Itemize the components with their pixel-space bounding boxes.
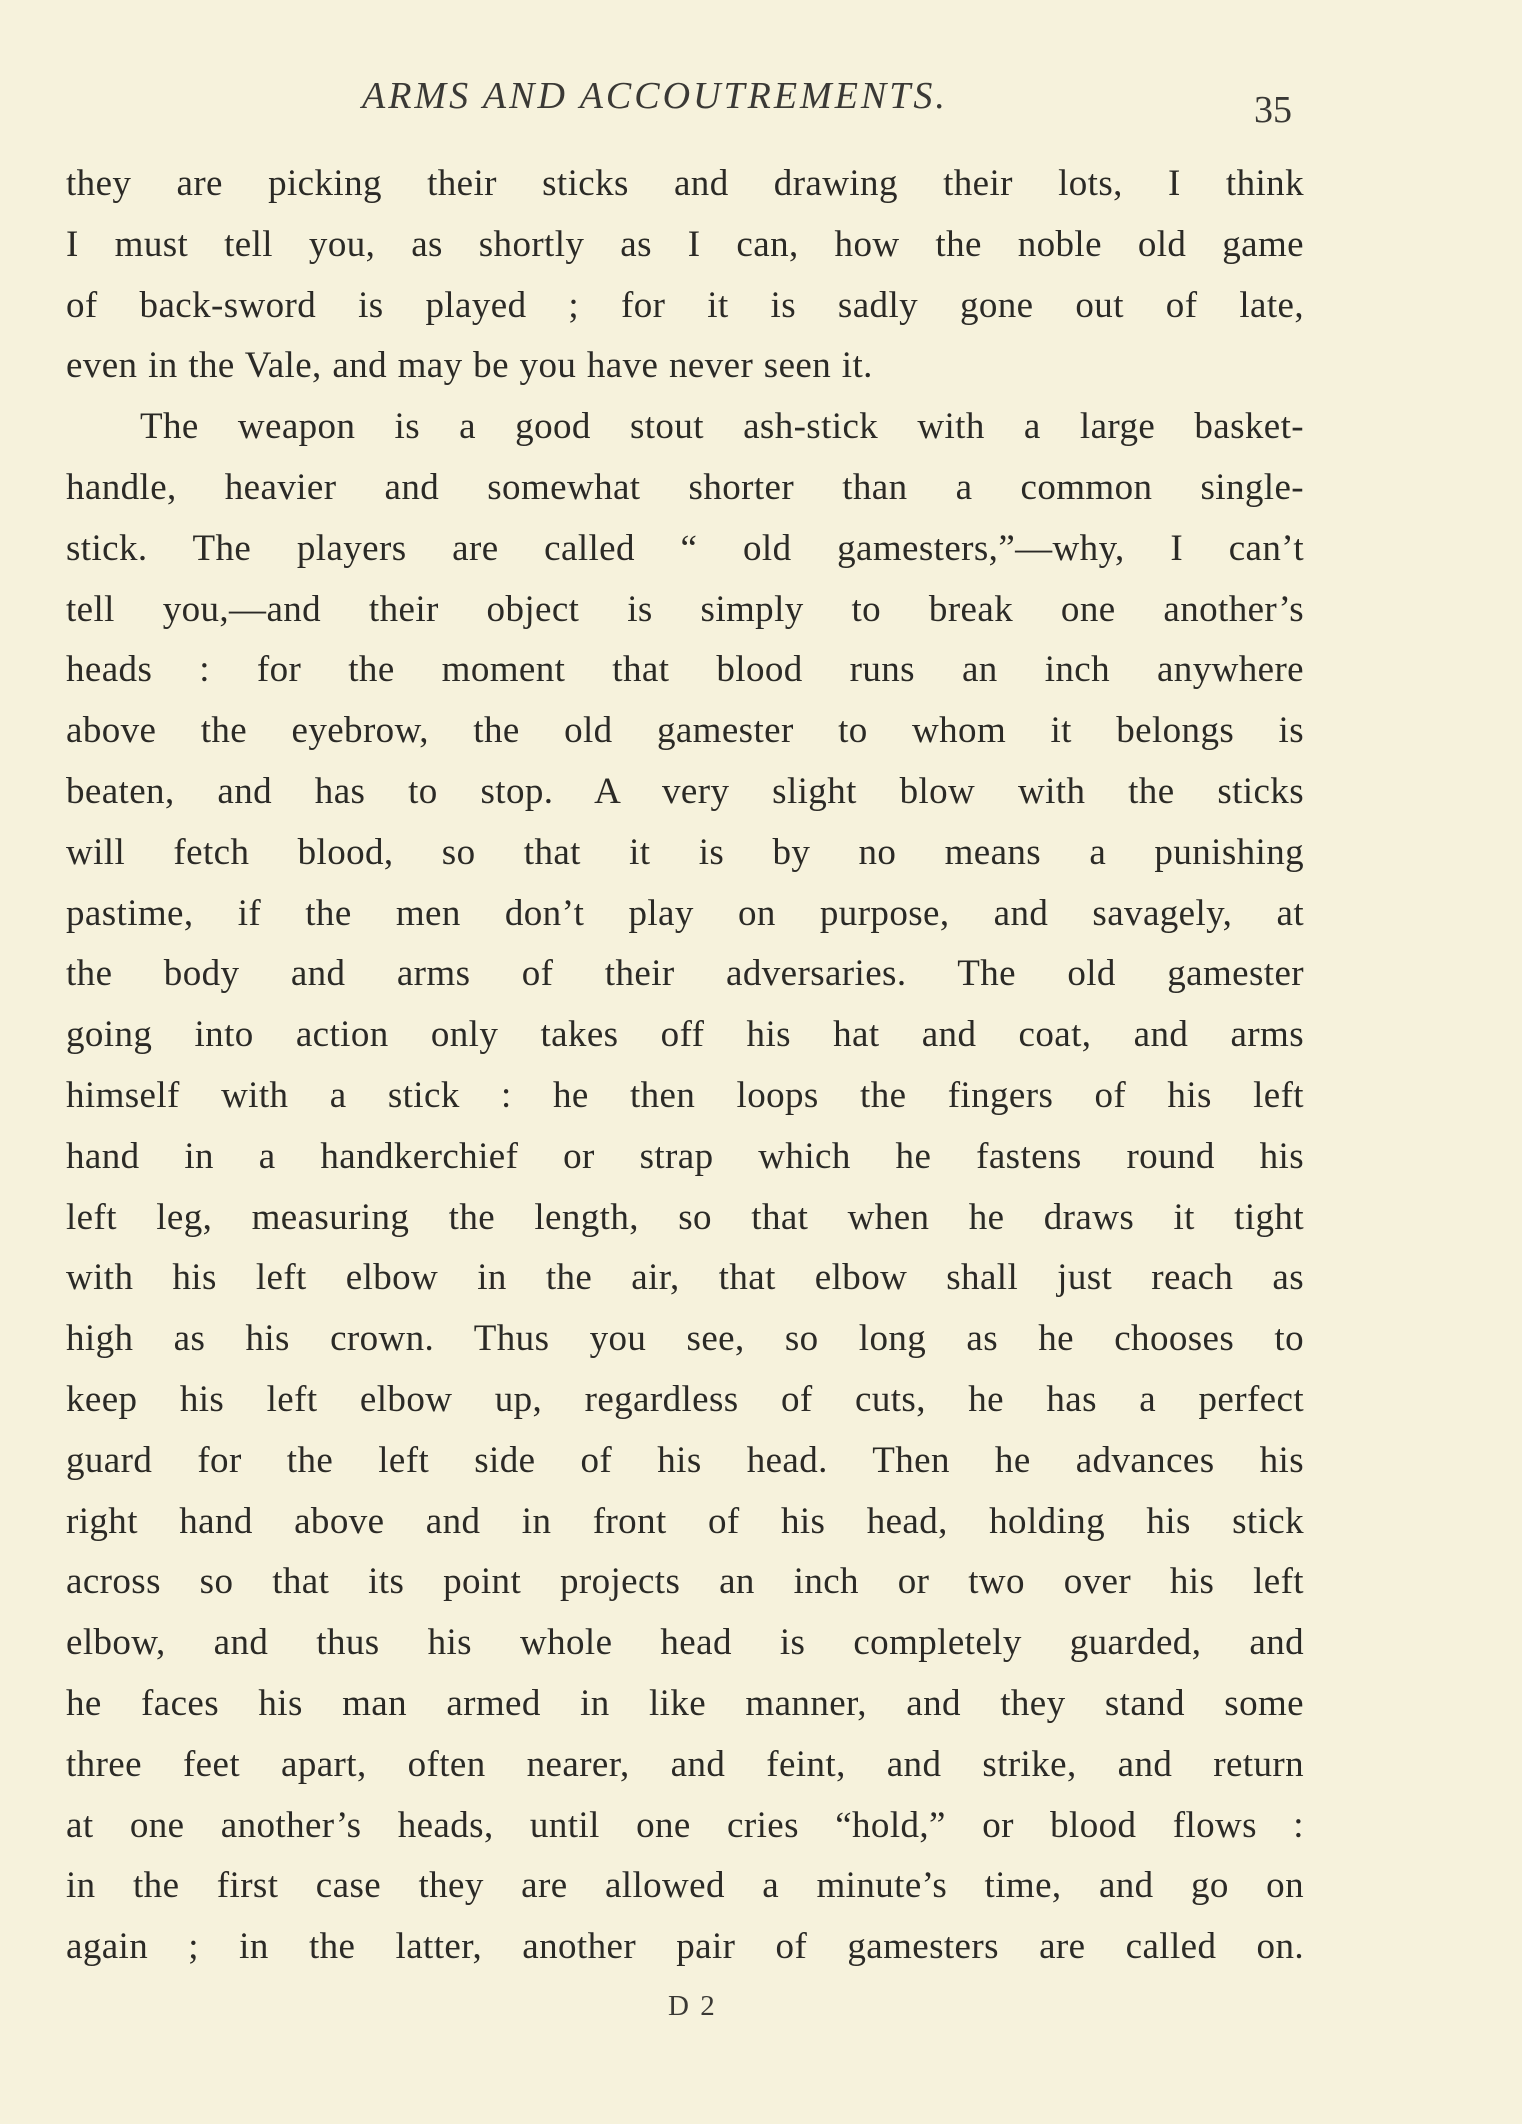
text-line: keep his left elbow up, regardless of cuts, he has a perfect — [66, 1378, 1304, 1420]
page-number: 35 — [1254, 89, 1292, 131]
text-line: left leg, measuring the length, so that when he draws it tight — [66, 1196, 1304, 1238]
body-text — [66, 154, 1304, 1978]
text-line: even in the Vale, and may be you have never seen it. — [66, 345, 873, 387]
text-line: at one another’s heads, until one cries “hold,” or blood flows : — [66, 1804, 1304, 1846]
text-line: stick. The players are called “ old gamesters,”—why, I can’t — [66, 527, 1304, 569]
text-line: across so that its point projects an inch or two over his left — [66, 1561, 1304, 1603]
text-line: elbow, and thus his whole head is completely guarded, and — [66, 1622, 1304, 1664]
text-line: the body and arms of their adversaries. The old gamester — [66, 953, 1304, 995]
text-line: handle, heavier and somewhat shorter than a common single- — [66, 466, 1304, 508]
text-line: guard for the left side of his head. Then he advances his — [66, 1439, 1304, 1481]
text-line: three feet apart, often nearer, and feint, and strike, and return — [66, 1743, 1304, 1785]
text-line: will fetch blood, so that it is by no means a punishing — [66, 831, 1304, 873]
text-line: high as his crown. Thus you see, so long as he chooses to — [66, 1318, 1304, 1360]
text-line: I must tell you, as shortly as I can, how the noble old game — [66, 223, 1304, 265]
text-line: The weapon is a good stout ash-stick with a large basket- — [140, 406, 1304, 448]
text-line: of back-sword is played ; for it is sadly gone out of late, — [66, 284, 1304, 326]
text-line: right hand above and in front of his head, holding his stick — [66, 1500, 1304, 1542]
text-line: above the eyebrow, the old gamester to whom it belongs is — [66, 710, 1304, 752]
text-line: going into action only takes off his hat and coat, and arms — [66, 1014, 1304, 1056]
text-line: heads : for the moment that blood runs an inch anywhere — [66, 649, 1304, 691]
text-line: hand in a handkerchief or strap which he fastens round his — [66, 1135, 1304, 1177]
text-line: himself with a stick : he then loops the fingers of his left — [66, 1074, 1304, 1116]
signature-mark: D 2 — [668, 1990, 717, 2022]
text-line: pastime, if the men don’t play on purpose, and savagely, at — [66, 892, 1304, 934]
text-line: tell you,—and their object is simply to break one another’s — [66, 588, 1304, 630]
text-line: they are picking their sticks and drawing their lots, I think — [66, 163, 1304, 204]
text-line: beaten, and has to stop. A very slight blow with the sticks — [66, 770, 1304, 812]
running-title: ARMS AND ACCOUTREMENTS. — [362, 75, 948, 117]
text-line: in the first case they are allowed a minute’s time, and go on — [66, 1865, 1304, 1907]
text-line: with his left elbow in the air, that elbow shall just reach as — [66, 1257, 1304, 1299]
text-line: he faces his man armed in like manner, and they stand some — [66, 1682, 1304, 1724]
text-line: again ; in the latter, another pair of gamesters are called on. — [66, 1926, 1304, 1968]
